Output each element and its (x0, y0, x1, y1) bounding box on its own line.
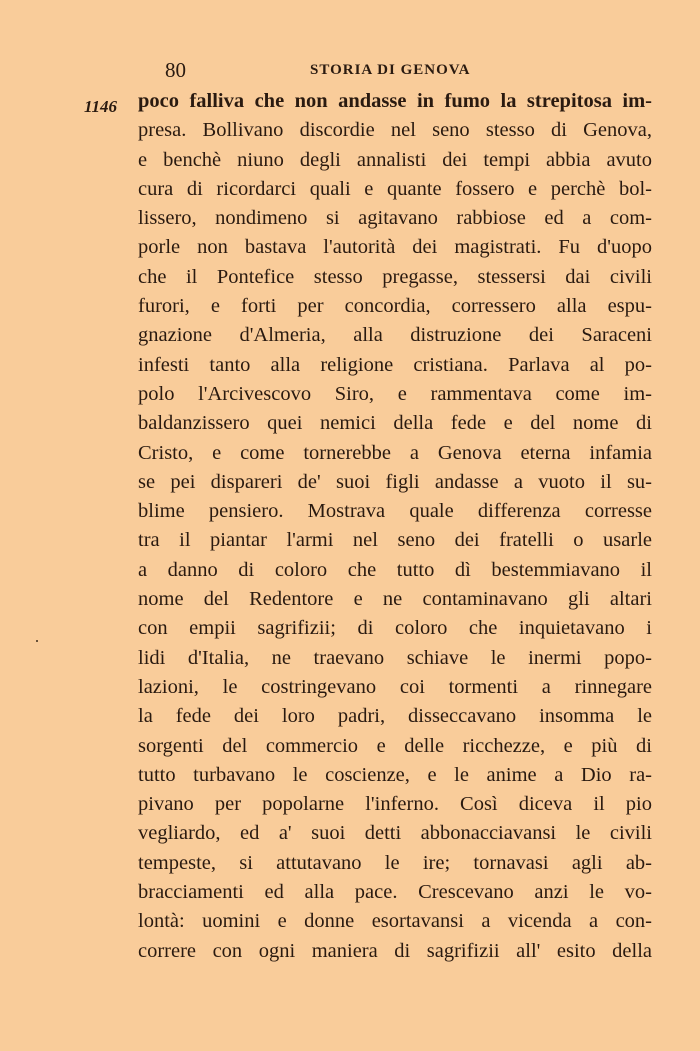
text-line: lissero, nondimeno si agitavano rabbiose ed a com- (138, 207, 652, 230)
page-header (0, 58, 700, 88)
text-line: baldanzissero quei nemici della fede e del nome di (138, 412, 652, 435)
text-line: furori, e forti per concordia, corressero alla espu- (138, 295, 652, 318)
text-line: correre con ogni maniera di sagrifizii all' esito della (138, 939, 652, 962)
text-line: lazioni, le costringevano coi tormenti a rinnegare (138, 675, 652, 698)
text-line: tempeste, si attutavano le ire; tornavasi agli ab- (138, 851, 652, 874)
text-line: con empii sagrifizii; di coloro che inquietavano i (138, 617, 652, 640)
text-line: la fede dei loro padri, disseccavano insomma le (138, 705, 652, 728)
text-line: cura di ricordarci quali e quante fossero e perchè bol- (138, 177, 652, 200)
text-line: lidi d'Italia, ne traevano schiave le inermi popo- (138, 646, 652, 669)
text-line: e benchè niuno degli annalisti dei tempi abbia avuto (138, 148, 652, 171)
text-line: nome del Redentore e ne contaminavano gli altari (138, 588, 652, 611)
text-line: tutto turbavano le coscienze, e le anime a Dio ra- (138, 763, 652, 786)
paper-speck (36, 640, 38, 642)
text-body (138, 87, 652, 966)
text-line: lontà: uomini e donne esortavansi a vicenda a con- (138, 910, 652, 933)
text-line: poco falliva che non andasse in fumo la strepitosa im- (138, 90, 652, 112)
page-number: 80 (165, 58, 186, 82)
text-line: se pei dispareri de' suoi figli andasse a vuoto il su- (138, 470, 652, 493)
text-line: sorgenti del commercio e delle ricchezze, e più di (138, 734, 652, 757)
text-line: polo l'Arcivescovo Siro, e rammentava come im- (138, 382, 652, 405)
text-line: tra il piantar l'armi nel seno dei fratelli o usarle (138, 529, 652, 552)
margin-year-note: 1146 (84, 97, 118, 116)
text-line: blime pensiero. Mostrava quale differenza corresse (138, 500, 652, 523)
running-title: STORIA DI GENOVA (310, 62, 471, 78)
text-line: presa. Bollivano discordie nel seno stesso di Genova, (138, 119, 652, 142)
text-line: vegliardo, ed a' suoi detti abbonacciavansi le civili (138, 822, 652, 845)
text-line: pivano per popolarne l'inferno. Così diceva il pio (138, 793, 652, 816)
text-line: gnazione d'Almeria, alla distruzione dei Saraceni (138, 324, 652, 347)
text-line: porle non bastava l'autorità dei magistrati. Fu d'uopo (138, 236, 652, 259)
text-line: Cristo, e come tornerebbe a Genova eterna infamia (138, 441, 652, 464)
text-line: che il Pontefice stesso pregasse, stessersi dai civili (138, 265, 652, 288)
text-line: bracciamenti ed alla pace. Crescevano anzi le vo- (138, 881, 652, 904)
text-line: infesti tanto alla religione cristiana. Parlava al po- (138, 353, 652, 376)
text-line: a danno di coloro che tutto dì bestemmiavano il (138, 558, 652, 581)
